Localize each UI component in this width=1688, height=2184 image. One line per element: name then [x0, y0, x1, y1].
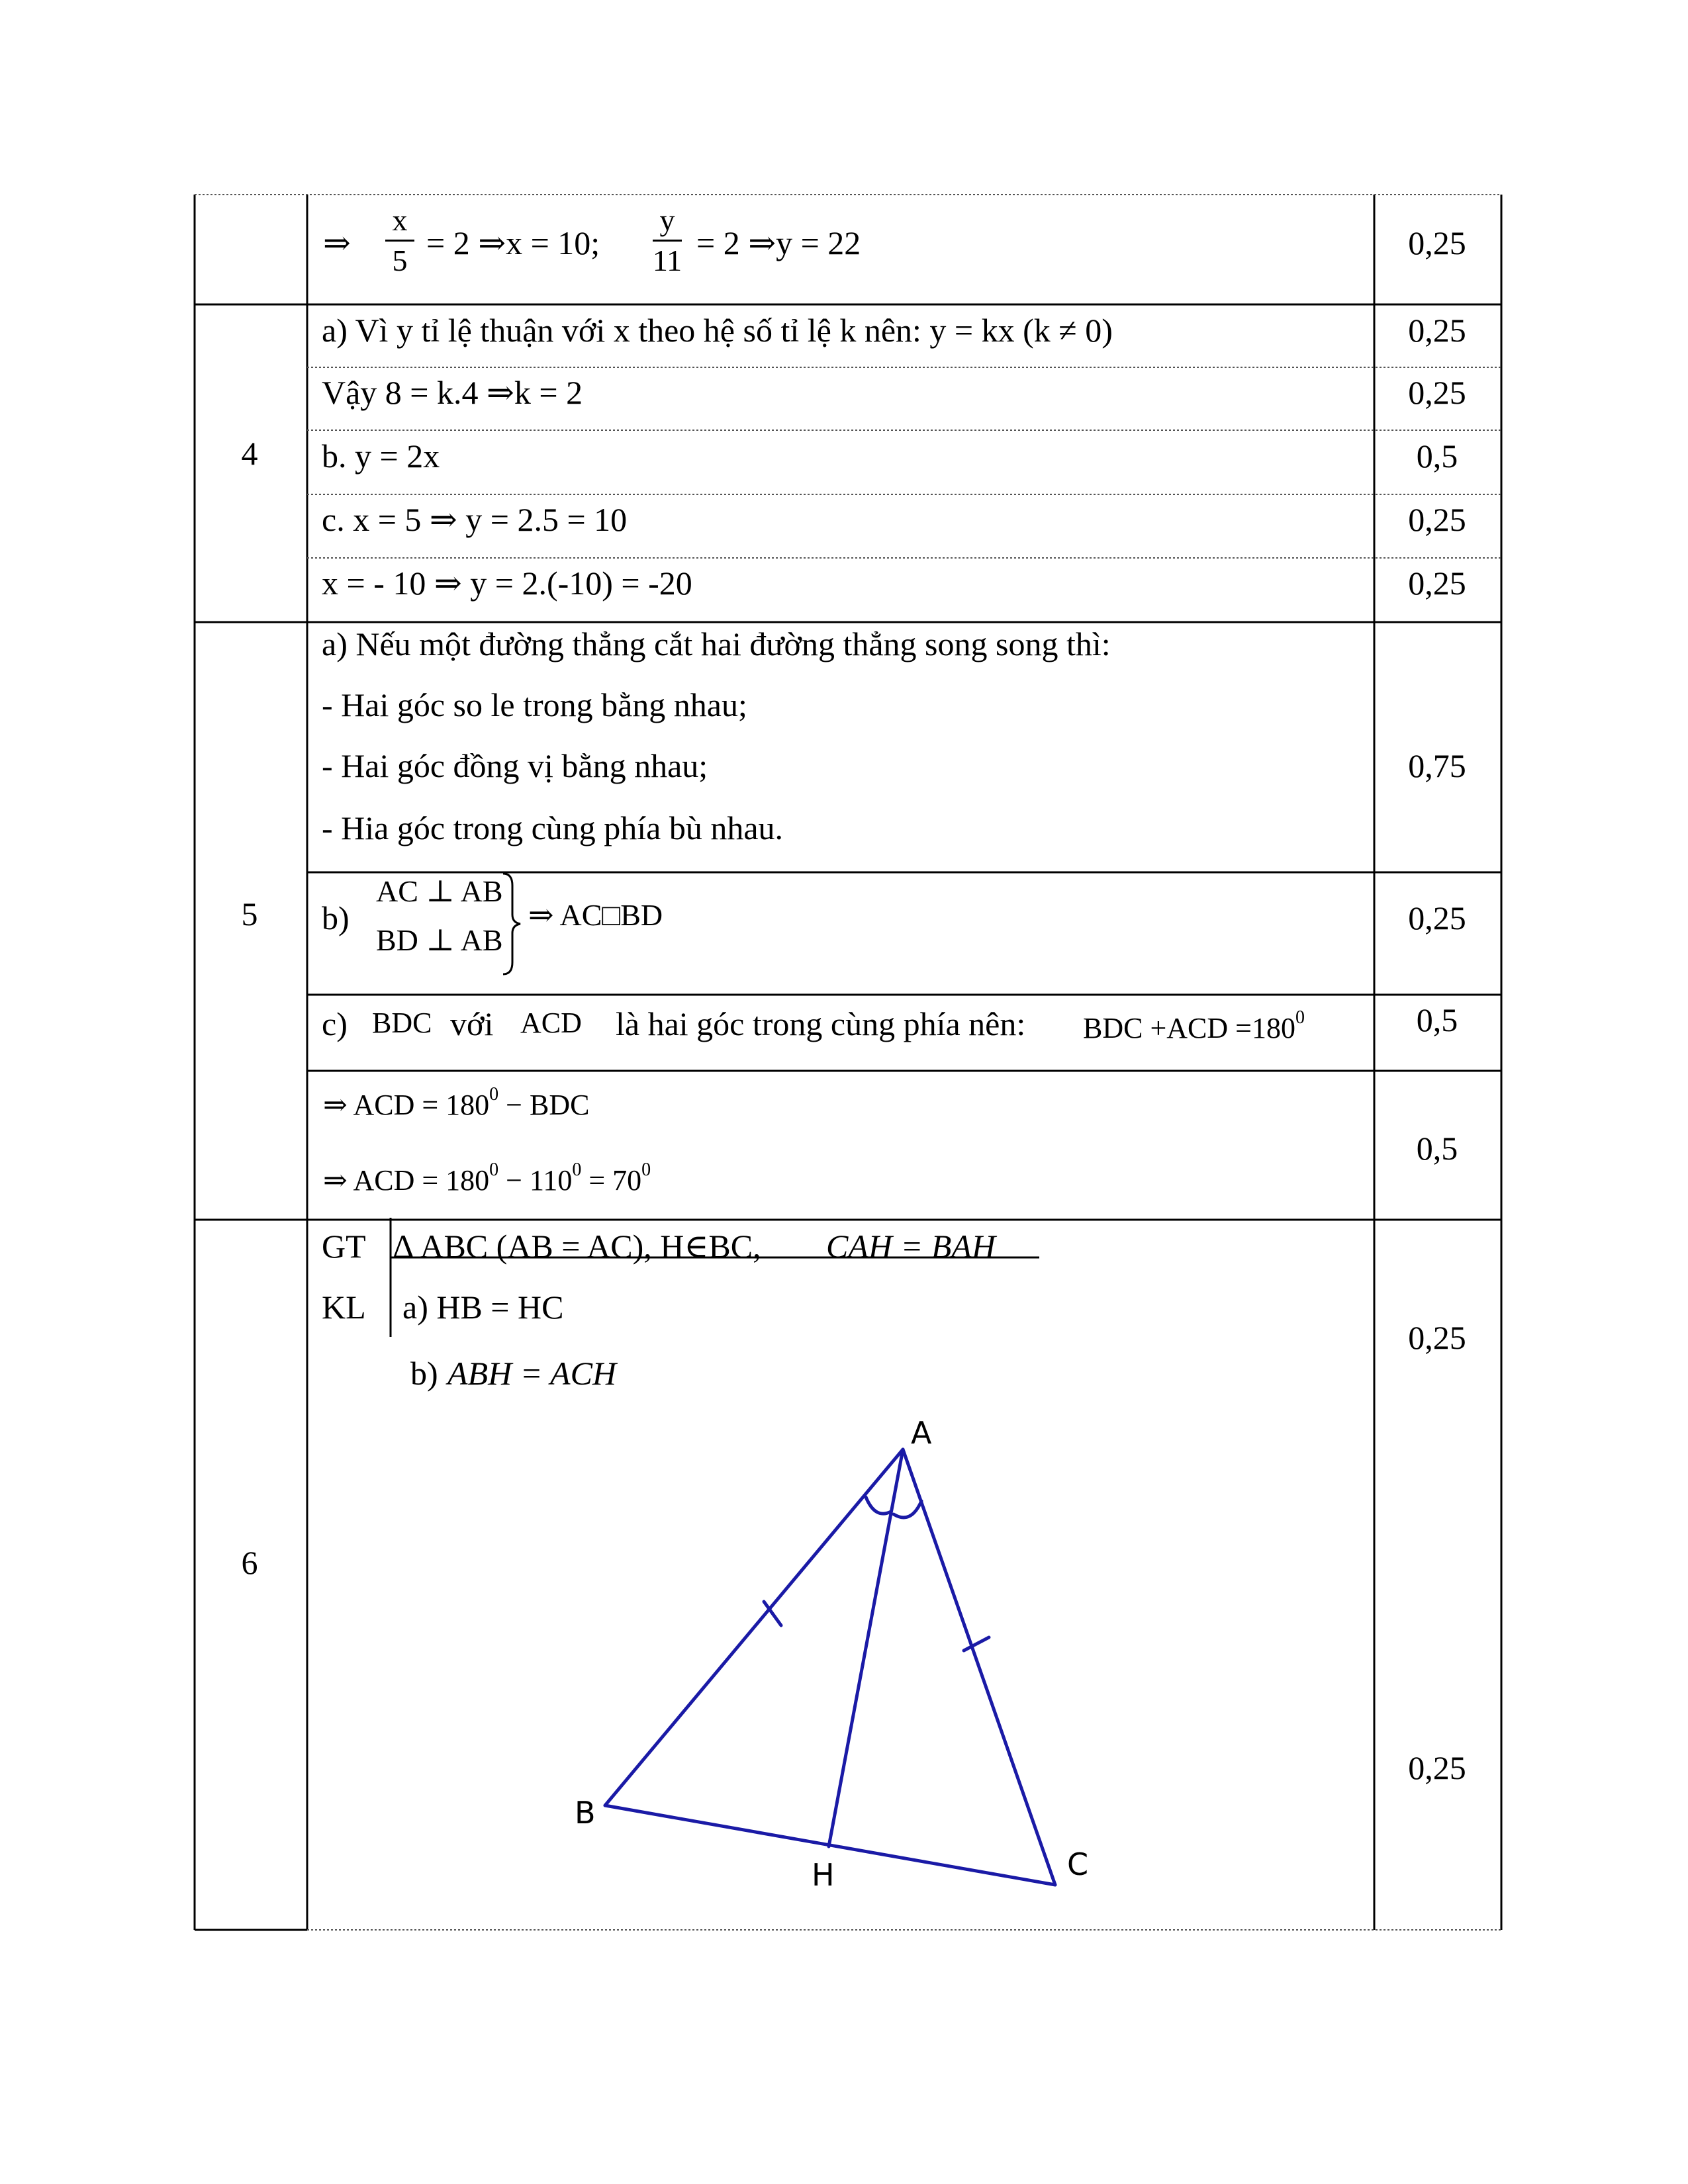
- q5a-line-4: - Hia góc trong cùng phía bù nhau.: [322, 809, 784, 846]
- question-number: 4: [241, 435, 258, 472]
- kl-b-prefix: b): [410, 1355, 438, 1392]
- q5c-angle-bdc: BDC: [372, 1007, 432, 1039]
- q5d-line-2-eq: = 70: [581, 1164, 642, 1197]
- q5d-line-2-text: ⇒ ACD = 180: [323, 1164, 490, 1197]
- gt-text: ∆ ABC (AB = AC), H∈BC,: [393, 1228, 761, 1265]
- q4-line-a: a) Vì y tỉ lệ thuận với x theo hệ số tỉ lệ k nên: y = kx (k ≠ 0): [322, 312, 1113, 349]
- degree-superscript: 0: [489, 1084, 499, 1105]
- side-ab: [605, 1449, 903, 1805]
- q5c-with: với: [450, 1005, 494, 1042]
- angle-arc-cah: [894, 1501, 921, 1518]
- q4-score-b: 0,5: [1416, 437, 1458, 475]
- q5c-equation-text: BDC +ACD =180: [1083, 1012, 1295, 1044]
- side-ac: [903, 1449, 1055, 1885]
- vertex-b-label: B: [575, 1795, 596, 1831]
- point-h-label: H: [812, 1857, 835, 1893]
- fraction-numerator: x: [392, 203, 408, 237]
- q4-score-k: 0,25: [1408, 374, 1466, 411]
- q4-line-b: b. y = 2x: [322, 437, 440, 475]
- score: 0,25: [1408, 224, 1466, 261]
- q5d-line-1-tail: − BDC: [498, 1089, 590, 1121]
- question-number: 5: [241, 895, 258, 933]
- q5b-result: ⇒ AC□BD: [528, 898, 663, 932]
- equation-part2: = 2 ⇒y = 22: [696, 224, 861, 261]
- q5d-line-1-text: ⇒ ACD = 180: [323, 1089, 490, 1121]
- q4-score-a: 0,25: [1408, 312, 1466, 349]
- gt-label: GT: [322, 1228, 366, 1265]
- q4-score-c: 0,25: [1408, 501, 1466, 538]
- q4-line-c: c. x = 5 ⇒ y = 2.5 = 10: [322, 501, 628, 538]
- q4-line-d: x = - 10 ⇒ y = 2.(-10) = -20: [322, 565, 692, 602]
- q5a-line-2: - Hai góc so le trong bằng nhau;: [322, 686, 747, 723]
- q4-line-k: Vậy 8 = k.4 ⇒k = 2: [322, 374, 583, 411]
- segment-ah: [829, 1449, 903, 1846]
- q5b-label: b): [322, 899, 350, 936]
- kl-a: a) HB = HC: [402, 1289, 564, 1326]
- kl-b-angles: ABH = ACH: [447, 1355, 617, 1392]
- fraction-denominator: 5: [392, 244, 408, 277]
- q5a-score: 0,75: [1408, 747, 1466, 784]
- angle-arc-bah: [866, 1497, 891, 1514]
- degree-superscript: 0: [489, 1160, 499, 1180]
- q5d-line-2-mid: − 110: [498, 1164, 573, 1197]
- q5a-line-1: a) Nếu một đường thẳng cắt hai đường thẳng song song thì:: [322, 625, 1111, 662]
- q5d-score: 0,5: [1416, 1130, 1458, 1167]
- q6-score-1: 0,25: [1408, 1319, 1466, 1356]
- q4-score-d: 0,25: [1408, 565, 1466, 602]
- degree-superscript: 0: [641, 1160, 651, 1180]
- q5c-prefix: c): [322, 1005, 348, 1042]
- fraction-denominator: 11: [652, 244, 682, 277]
- implies-symbol: ⇒: [323, 224, 351, 261]
- fraction-numerator: y: [659, 203, 675, 237]
- vertex-a-label: A: [911, 1415, 932, 1451]
- question-number: 6: [241, 1544, 258, 1581]
- q5c-middle-text: là hai góc trong cùng phía nên:: [616, 1005, 1026, 1042]
- q5c-angle-acd: ACD: [520, 1007, 582, 1039]
- q5b-line-2: BD ⊥ AB: [376, 923, 503, 957]
- q5b-line-1: AC ⊥ AB: [376, 874, 503, 908]
- vertex-c-label: C: [1067, 1846, 1089, 1882]
- q5c-score: 0,5: [1416, 1001, 1458, 1038]
- degree-superscript: 0: [1295, 1007, 1305, 1028]
- q5a-line-3: - Hai góc đồng vị bằng nhau;: [322, 747, 708, 784]
- equation-part1: = 2 ⇒x = 10;: [426, 224, 600, 261]
- gt-angles: CAH = BAH: [826, 1228, 996, 1265]
- q6-score-2: 0,25: [1408, 1749, 1466, 1786]
- kl-label: KL: [322, 1289, 366, 1326]
- degree-superscript: 0: [572, 1160, 582, 1180]
- q5b-score: 0,25: [1408, 899, 1466, 936]
